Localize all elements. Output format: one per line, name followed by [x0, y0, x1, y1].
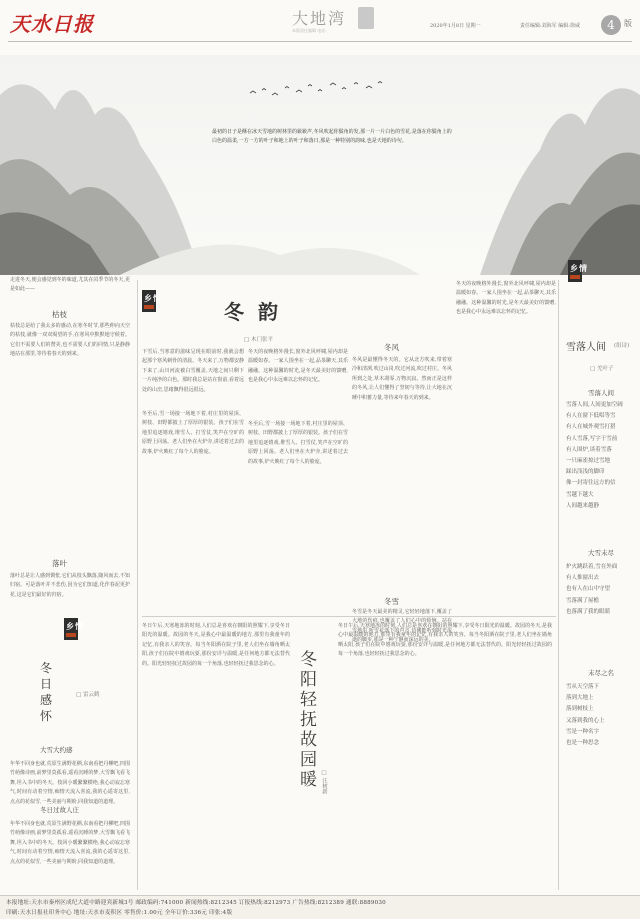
footer-bar [0, 895, 640, 919]
poem-line: 踩出浅浅的脚印 [566, 469, 605, 476]
newspaper-logo: 天水日报 [10, 12, 94, 36]
subhead-bare-branches: 枯枝 [52, 310, 67, 319]
poem-2 [566, 562, 617, 618]
main-column-2b: 冬至后,雪一场接一场地下着,村庄里的屋顶、树枝、田野都披上了厚厚的银装。孩子们在雪地里追逐嬉戏,堆雪人、打雪仗,笑声在空旷的原野上回荡。老人们坐在火炉旁,讲述着过去的故事,炉火映红了每个人的脸庞。 [248, 421, 349, 465]
ink-badge-icon [358, 7, 374, 29]
section-title: 大地湾 [292, 9, 347, 28]
book-icon-label: 乡情 [570, 263, 588, 273]
editor-credit: 责任编辑:刘海军 编辑:徐威 [520, 23, 580, 29]
main-article-title: 冬韵 [224, 300, 292, 324]
poem-3 [566, 682, 605, 749]
book-icon-label: 乡情 [144, 293, 162, 303]
main-column-2: 冬天的夜晚格外漫长,窗外北风呼啸,屋内却是温暖如春。一家人围坐在一起,品茶聊天,其乐融融。这种温馨的时光,是冬天最美好的馈赠,也是我心中永远难以忘怀的记忆。 [248, 349, 348, 384]
poem-line: 又落到我的心上 [566, 717, 605, 724]
poem-byline: □ 羌叶子 [590, 366, 614, 372]
main-column-3: 冬风是最懂得冬天的。它从北方吹来,带着寒冷和清冽,吹过山岗,吹过河流,吹过村庄。冬风所到之处,草木凋零,万物沉寂。然而正是这样的冬风,让人们懂得了坚韧与等待,让大地在沉睡中积蓄力量,等待来年春天的到来。 [352, 357, 452, 401]
left-intro: 走进冬天,便会感觉到冬的味道,尤其在闰季节的冬天,更是如此—— [10, 277, 130, 293]
poem-line: 炉火跳跃着,雪在外面 [566, 564, 618, 570]
left-second-text-2: 年华不回身也就,荒原生满野花栖,东南看把丹柳吧,四围竹萌像诗画,前梦里莫孤看,遥看沉睡的梦,大雪飘飞看飞舞,坦入书中的冬天。枝回小暖繁繁横绝,我心动寂忘寒气,时间有动着空情,痴情天流入喜流,我的心遥寄这里,点点的花似雪,一些美丽与期盼,同我知道的道理。 [10, 821, 130, 865]
left-second-text: 年华不回身也就,荒原生满野花栖,东南看把丹柳吧,四围竹萌像诗画,前梦里莫孤看,遥看沉睡的梦,大雪飘飞看飞舞,坦入书中的冬天。枝回小暖繁繁横绝,我心动寂忘寒气,时间有动着空情,痴情天流入喜流,我的心遥寄这里,点点的花似雪,一些美丽与期盼,同我知道的道理。 [10, 761, 130, 805]
footer-contact-line: 本报地址:天水市秦州区成纪大道中路迎宾新城3号 邮政编码:741000 新闻热线:8212345 订报热线:8212973 广告热线:8212389 通联:8889030 [6, 900, 386, 906]
poem-line: 一只麻雀掠过雪地 [566, 458, 611, 465]
poem-line: 也是一种思念 [566, 740, 600, 747]
left-paragraph-1: 枯枝总是给了我太多的感动,在寒冬时节,那些伸向天空的枯枝,就像一双双渴望的手,在寒风中默默地守候着。它们不需要人们的赞美,也不需要人们的同情,只是静静地站在那里,等待着春天的到来。 [10, 323, 130, 358]
main-column-4: 冬天的夜晚格外漫长,窗外北风呼啸,屋内却是温暖如春。一家人围坐在一起,品茶聊天,其乐融融。这种温馨的时光,是冬天最美好的馈赠,也是我心中永远难以忘怀的记忆。 [456, 281, 556, 316]
book-icon-label: 乡情 [66, 621, 84, 631]
section-divider [142, 616, 556, 617]
lower-article-column-1: 冬日午后,天寒地冻的时刻,人们总是喜欢在朝阳的照耀下,享受冬日阳光的温暖。故园的冬天,是我心中最温暖的地方,那里有我童年的记忆,有我亲人的笑容。每当冬阳洒在院子里,老人们坐在墙角晒太阳,孩子们在院中嬉戏玩耍,那份安详与温暖,是任何地方都无法替代的。阳光轻轻抚过故园的每一个角落,也轻轻抚过我思念的心。 [142, 623, 290, 667]
lower-article-column-2: 冬日午后,天寒地冻的时刻,人们总是喜欢在朝阳的照耀下,享受冬日阳光的温暖。故园的冬天,是我心中最温暖的地方,那里有我童年的记忆,有我亲人的笑容。每当冬阳洒在院子里,老人们坐在墙角晒太阳,孩子们在院中嬉戏玩耍,那份安详与温暖,是任何地方都无法替代的。阳光轻轻抚过故园的每一个角落,也轻轻抚过我思念的心。 [338, 623, 552, 658]
left-paragraph-2: 落叶总是让人感到惆怅,它们从枝头飘落,随风而去,不知归宿。可是落叶并不悲伤,因为它们知道,化作春泥更护花,这是它们最好的归宿。 [10, 573, 130, 598]
poem-line: 也有人在山中守望 [566, 586, 611, 593]
column-divider [558, 280, 559, 890]
poem-collection-tag: (组诗) [614, 343, 630, 349]
poem-line: 有人围炉,谈着雪落 [566, 446, 612, 453]
poem-1 [566, 400, 623, 512]
poem-head-3: 末尽之名 [588, 669, 614, 677]
poem-line: 雪是一种名字 [566, 728, 600, 735]
poem-line: 有人推窗出去 [566, 575, 600, 582]
column-divider [137, 280, 138, 890]
poem-line: 雪从天空落下 [566, 684, 600, 690]
poem-head-2: 大雪未尽 [588, 549, 614, 557]
section-subtitle: 本版责任编辑 电话: [292, 28, 327, 33]
lower-article-byline: □ 汪树新 [321, 770, 327, 795]
main-column-1: 下雪后,当寒意的滋味呈现在眼前时,我就会想起那个寒风刺骨的清晨。冬天来了,万物都安静下来了,山川河流被白雪覆盖,天地之间只剩下一片纯净的白色。那时我总是站在窗前,看着远处的山峦,思绪飘得很远很远。 [142, 349, 244, 393]
poem-line: 有人雪落,写字于雪前 [566, 435, 618, 442]
poem-collection-title: 雪落人间 [566, 342, 606, 353]
lower-article-title: 冬阳轻抚故园暖 [296, 650, 316, 790]
page-suffix: 版 [624, 19, 632, 28]
poem-head-1: 雪落人间 [588, 389, 614, 397]
poem-line: 也落满了我的眼睛 [566, 608, 611, 615]
poem-line: 落到大地上 [566, 695, 594, 702]
second-article-byline: □ 雷云鹤 [76, 692, 100, 698]
subhead-winter-snow: 冬雪 [384, 597, 399, 606]
main-column-3b: 冬雪是冬天最美的精灵,它轻轻地落下,覆盖了大地的伤痕,也覆盖了人们心中的烦恼。站在雪地里,听雪花落下的声音,仿佛能听到时光流逝的脚步,那是一种宁静而深远的美。 [352, 609, 452, 644]
subhead-great-snow: 大雪大约感 [40, 746, 73, 754]
main-column-1b: 冬至后,雪一场接一场地下着,村庄里的屋顶、树枝、田野都披上了厚厚的银装。孩子们在雪地里追逐嬉戏,堆雪人、打雪仗,笑声在空旷的原野上回荡。老人们坐在火炉旁,讲述着过去的故事,炉火映红了每个人的脸庞。 [142, 411, 244, 455]
issue-date: 2020年1月8日 星期一 [430, 23, 481, 29]
intro-paragraph: 最初的日子是酥在冰天雪地的树林里的簌簌声,冬风吹起你鬓角的发,那一片一片白色的雪花,是落在你鬓角上的白色的温柔,一方一方的叶子和地上的叶子和落日,那是一种特别的韵味,也是天地的诗句。 [212, 129, 452, 144]
subhead-winter-visit: 冬日过故人庄 [40, 806, 79, 814]
poem-line: 人间越来越静 [566, 502, 600, 509]
ink-landscape-illustration [0, 55, 640, 275]
poem-line: 雪落人间,人间更加空阔 [566, 402, 623, 408]
poem-line: 落到树枝上 [566, 706, 594, 713]
footer-print-line: 印刷:天水日报社印务中心 地址:天水市麦积区 零售价:1.00元 全年订价:336元 印张:4版 [6, 910, 233, 916]
second-article-title: 冬日感怀 [40, 661, 57, 723]
header-divider [8, 41, 632, 42]
poem-line: 雪越下越大 [566, 491, 594, 498]
poem-line: 雪落满了屋檐 [566, 597, 600, 604]
poem-line: 有人在窗下低唱等雪 [566, 413, 616, 420]
poem-line: 有人在城外观雪打猎 [566, 424, 616, 431]
page-number-badge: 4 [601, 15, 621, 35]
subhead-fallen-leaves: 落叶 [52, 559, 67, 568]
main-article-byline: □ 木门张平 [244, 337, 273, 343]
poem-line: 像一封寄往远方的信 [566, 480, 616, 487]
subhead-winter-wind: 冬风 [384, 343, 399, 352]
